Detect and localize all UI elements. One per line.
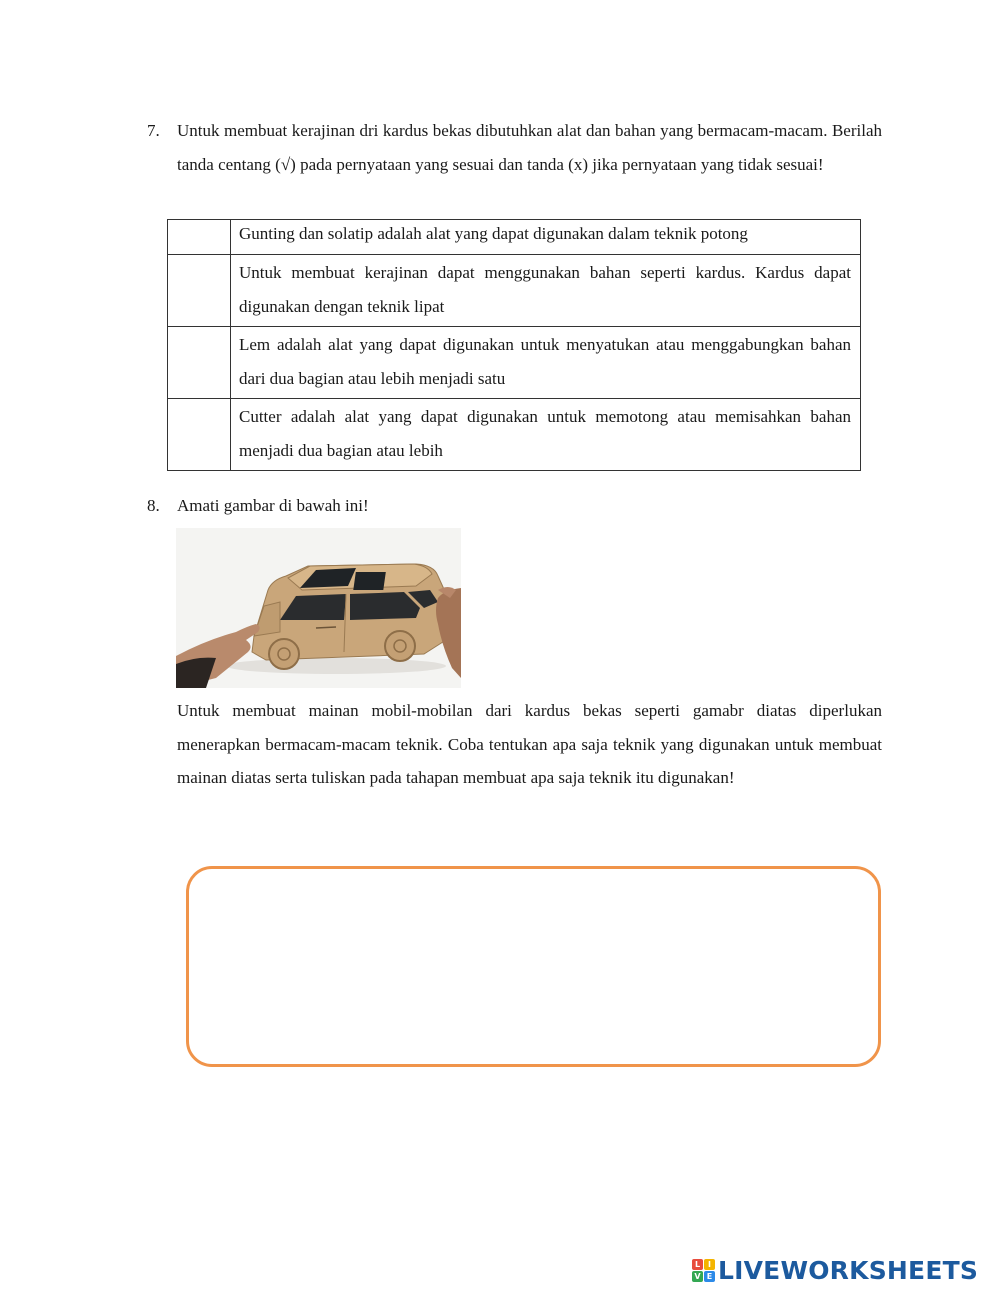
statement-1: Gunting dan solatip adalah alat yang dapat digunakan dalam teknik potong [231,220,861,255]
answer-cell-1[interactable] [168,220,231,255]
statement-4: Cutter adalah alat yang dapat digunakan untuk memotong atau memisahkan bahan menjadi dua bagian atau lebih [231,399,861,471]
statement-3: Lem adalah alat yang dapat digunakan untuk menyatukan atau menggabungkan bahan dari dua bagian atau lebih menjadi satu [231,327,861,399]
logo-text: LIVEWORKSHEETS [718,1255,979,1285]
question-7-text: Untuk membuat kerajinan dri kardus bekas dibutuhkan alat dan bahan yang bermacam-macam. Berilah tanda centang (√) pada pernyataan yang sesuai dan tanda (x) jika pernyataan yang tidak sesuai! [177,121,882,174]
liveworksheets-logo [692,1255,978,1285]
table-row [168,399,861,471]
table-row [168,220,861,255]
statement-table [167,219,861,471]
table-row [168,255,861,327]
logo-block-i: I [704,1259,715,1270]
question-8-prompt: Amati gambar di bawah ini! [177,496,369,515]
logo-block-v: V [692,1271,703,1282]
answer-cell-2[interactable] [168,255,231,327]
answer-text-box[interactable] [186,866,881,1067]
table-row [168,327,861,399]
question-8-number: 8. [147,496,160,515]
statement-2: Untuk membuat kerajinan dapat menggunakan bahan seperti kardus. Kardus dapat digunakan dengan teknik lipat [231,255,861,327]
logo-block-e: E [704,1271,715,1282]
logo-block-l: L [692,1259,703,1270]
answer-cell-3[interactable] [168,327,231,399]
question-8-text: Untuk membuat mainan mobil-mobilan dari kardus bekas seperti gamabr diatas diperlukan menerapkan bermacam-macam teknik. Coba tentukan apa saja teknik yang digunakan untuk membuat mainan diatas serta tuliskan pada tahapan membuat apa saja teknik itu digunakan! [177,701,882,787]
answer-cell-4[interactable] [168,399,231,471]
cardboard-car-photo [176,528,461,688]
question-7-number: 7. [147,121,160,140]
logo-blocks-icon [692,1259,715,1282]
